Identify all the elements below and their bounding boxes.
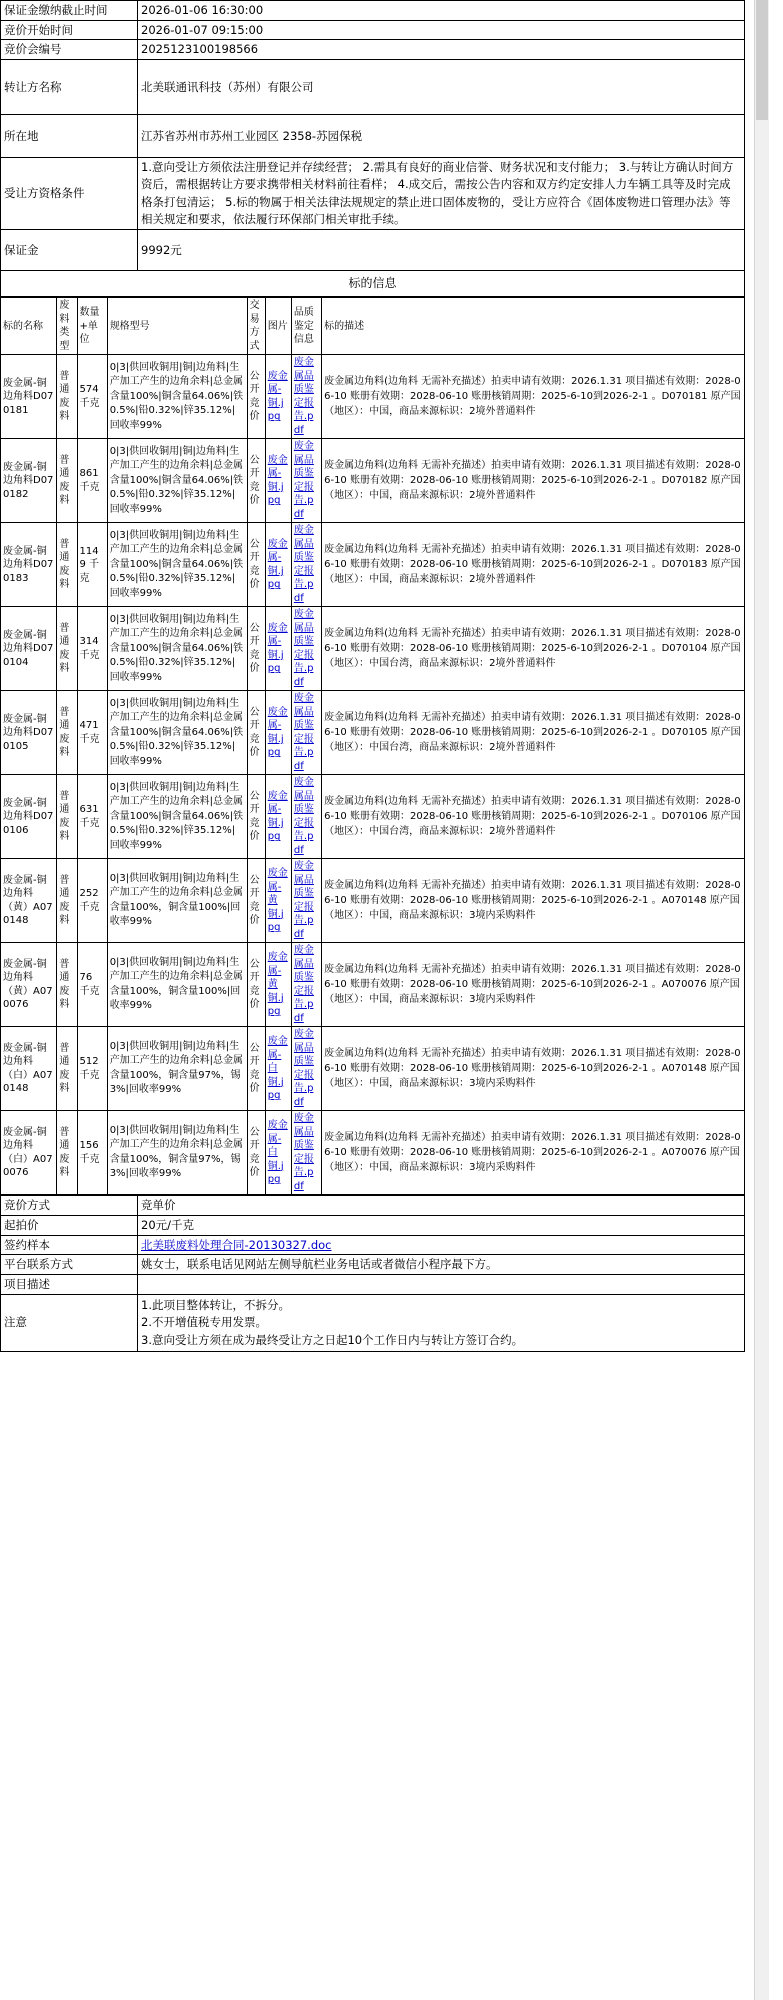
meta-value-deposit: 9992元 <box>138 230 745 271</box>
goods-image-link[interactable]: 废金属-铜.jpg <box>267 790 288 843</box>
goods-spec: 0|3|供回收铜用|铜|边角料|生产加工产生的边角余料|总金属含量100%，铜含量100%|回收率99% <box>107 943 247 1027</box>
col-header-qty-unit: 数量+单位 <box>77 298 107 355</box>
footer-label-contact: 平台联系方式 <box>1 1255 138 1275</box>
goods-qa-report-link[interactable]: 废金属品质鉴定报告.pdf <box>293 609 314 688</box>
goods-image-cell <box>265 859 291 943</box>
goods-qty-unit: 1149 千克 <box>77 523 107 607</box>
table-row <box>1 40 745 60</box>
goods-row <box>1 523 745 607</box>
goods-qa-report-link[interactable]: 废金属品质鉴定报告.pdf <box>293 861 314 940</box>
goods-qty-unit: 314 千克 <box>77 607 107 691</box>
goods-row <box>1 607 745 691</box>
goods-row <box>1 691 745 775</box>
goods-deal-mode: 公开竞价 <box>247 1111 265 1195</box>
goods-image-cell <box>265 355 291 439</box>
goods-image-cell <box>265 439 291 523</box>
notice-item: 3.意向受让方须在成为最终受让方之日起10个工作日内与转让方签订合约。 <box>141 1333 524 1348</box>
table-row <box>1 1196 745 1216</box>
footer-label-start-price: 起拍价 <box>1 1216 138 1236</box>
goods-scrap-type: 普通废料 <box>57 607 77 691</box>
goods-qa-report-link[interactable]: 废金属品质鉴定报告.pdf <box>293 441 314 520</box>
goods-qty-unit: 76 千克 <box>77 943 107 1027</box>
goods-name: 废金属-铜边角料D070182 <box>1 439 57 523</box>
goods-description: 废金属边角料(边角料 无需补充描述）拍卖申请有效期：2026.1.31 项目描述有效期：2028-06-10 账册有效期：2028-06-10 账册核销周期：2025-6-10到2026-2-1 。A070148 原产国（地区）：中国，商品来源标识：3境内采购料件 <box>322 1027 745 1111</box>
goods-deal-mode: 公开竞价 <box>247 1027 265 1111</box>
meta-value-auction-id: 2025123100198566 <box>138 40 745 60</box>
footer-label-bid-mode: 竞价方式 <box>1 1196 138 1216</box>
col-header-scrap-type: 废料类型 <box>57 298 77 355</box>
goods-name: 废金属-铜边角料D070183 <box>1 523 57 607</box>
goods-deal-mode: 公开竞价 <box>247 691 265 775</box>
goods-image-cell <box>265 691 291 775</box>
goods-qa-cell <box>291 943 321 1027</box>
goods-qa-cell <box>291 775 321 859</box>
goods-scrap-type: 普通废料 <box>57 523 77 607</box>
goods-qa-report-link[interactable]: 废金属品质鉴定报告.pdf <box>293 945 314 1024</box>
goods-qa-cell <box>291 607 321 691</box>
goods-name: 废金属-铜边角料D070104 <box>1 607 57 691</box>
goods-name: 废金属-铜边角料D070106 <box>1 775 57 859</box>
footer-value-project-desc <box>138 1275 745 1295</box>
goods-name: 废金属-铜边角料D070105 <box>1 691 57 775</box>
auction-footer-table <box>0 1195 745 1351</box>
meta-value-location: 江苏省苏州市苏州工业园区 2358-苏园保税 <box>138 115 745 158</box>
table-row <box>1 1216 745 1236</box>
goods-scrap-type: 普通废料 <box>57 943 77 1027</box>
meta-value-deposit-deadline: 2026-01-06 16:30:00 <box>138 1 745 21</box>
col-header-spec: 规格型号 <box>107 298 247 355</box>
goods-row <box>1 775 745 859</box>
goods-spec: 0|3|供回收铜用|铜|边角料|生产加工产生的边角余料|总金属含量100%，铜含量97%，锡3%|回收率99% <box>107 1111 247 1195</box>
goods-scrap-type: 普通废料 <box>57 1111 77 1195</box>
goods-spec: 0|3|供回收铜用|铜|边角料|生产加工产生的边角余料|总金属含量100%|铜含量64.06%|铁0.5%|铅0.32%|锌35.12%|回收率99% <box>107 355 247 439</box>
goods-row <box>1 1027 745 1111</box>
goods-image-cell <box>265 1027 291 1111</box>
footer-value-start-price: 20元/千克 <box>138 1216 745 1236</box>
table-row <box>1 20 745 40</box>
goods-description: 废金属边角料(边角料 无需补充描述）拍卖申请有效期：2026.1.31 项目描述有效期：2028-06-10 账册有效期：2028-06-10 账册核销周期：2025-6-10到2026-2-1 。D070105 原产国（地区）：中国台湾，商品来源标识：2境外普通料件 <box>322 691 745 775</box>
col-header-image: 图片 <box>265 298 291 355</box>
goods-qty-unit: 574 千克 <box>77 355 107 439</box>
goods-row <box>1 355 745 439</box>
goods-deal-mode: 公开竞价 <box>247 775 265 859</box>
goods-image-cell <box>265 607 291 691</box>
goods-header-row <box>1 298 745 355</box>
goods-description: 废金属边角料(边角料 无需补充描述）拍卖申请有效期：2026.1.31 项目描述有效期：2028-06-10 账册有效期：2028-06-10 账册核销周期：2025-6-10到2026-2-1 。D070182 原产国（地区）：中国，商品来源标识：2境外普通料件 <box>322 439 745 523</box>
goods-qa-cell <box>291 439 321 523</box>
contract-sample-link[interactable]: 北美联废料处理合同-20130327.doc <box>141 1237 332 1252</box>
goods-row <box>1 859 745 943</box>
table-row <box>1 1235 745 1255</box>
goods-spec: 0|3|供回收铜用|铜|边角料|生产加工产生的边角余料|总金属含量100%|铜含量64.06%|铁0.5%|铅0.32%|锌35.12%|回收率99% <box>107 439 247 523</box>
goods-description: 废金属边角料(边角料 无需补充描述）拍卖申请有效期：2026.1.31 项目描述有效期：2028-06-10 账册有效期：2028-06-10 账册核销周期：2025-6-10到2026-2-1 。A070076 原产国（地区）：中国，商品来源标识：3境内采购料件 <box>322 1111 745 1195</box>
goods-qty-unit: 861 千克 <box>77 439 107 523</box>
goods-qa-report-link[interactable]: 废金属品质鉴定报告.pdf <box>293 777 314 856</box>
goods-name: 废金属-铜边角料（白）A070076 <box>1 1111 57 1195</box>
footer-value-contact: 姚女士，联系电话见网站左侧导航栏业务电话或者微信小程序最下方。 <box>138 1255 745 1275</box>
footer-value-bid-mode: 竞单价 <box>138 1196 745 1216</box>
table-row <box>1 115 745 158</box>
goods-qa-cell <box>291 355 321 439</box>
goods-image-link[interactable]: 废金属-白铜.jpg <box>267 1036 288 1102</box>
notice-item: 2.不开增值税专用发票。 <box>141 1315 267 1330</box>
meta-label-deposit-deadline: 保证金缴纳截止时间 <box>1 1 138 21</box>
col-header-qa-info: 品质鉴定信息 <box>291 298 321 355</box>
goods-image-link[interactable]: 废金属-铜.jpg <box>267 622 288 675</box>
goods-row <box>1 943 745 1027</box>
goods-qty-unit: 156 千克 <box>77 1111 107 1195</box>
goods-qa-cell <box>291 859 321 943</box>
goods-qty-unit: 471 千克 <box>77 691 107 775</box>
col-header-deal-mode: 交易方式 <box>247 298 265 355</box>
scrollbar-thumb[interactable] <box>756 0 768 120</box>
goods-scrap-type: 普通废料 <box>57 439 77 523</box>
goods-deal-mode: 公开竞价 <box>247 523 265 607</box>
footer-label-contract-sample: 签约样本 <box>1 1235 138 1255</box>
goods-scrap-type: 普通废料 <box>57 691 77 775</box>
goods-deal-mode: 公开竞价 <box>247 859 265 943</box>
goods-spec: 0|3|供回收铜用|铜|边角料|生产加工产生的边角余料|总金属含量100%，铜含量97%，锡3%|回收率99% <box>107 1027 247 1111</box>
goods-scrap-type: 普通废料 <box>57 859 77 943</box>
goods-qa-cell <box>291 1027 321 1111</box>
goods-name: 废金属-铜边角料（白）A070148 <box>1 1027 57 1111</box>
table-row <box>1 158 745 230</box>
goods-image-cell <box>265 523 291 607</box>
goods-image-link[interactable]: 废金属-铜.jpg <box>267 454 288 507</box>
goods-image-link[interactable]: 废金属-黄铜.jpg <box>267 952 288 1018</box>
table-row <box>1 60 745 115</box>
auction-meta-table <box>0 0 745 297</box>
notice-item: 1.此项目整体转让，不拆分。 <box>141 1297 290 1312</box>
goods-qa-report-link[interactable]: 废金属品质鉴定报告.pdf <box>293 1029 314 1108</box>
goods-deal-mode: 公开竞价 <box>247 607 265 691</box>
goods-spec: 0|3|供回收铜用|铜|边角料|生产加工产生的边角余料|总金属含量100%，铜含量100%|回收率99% <box>107 859 247 943</box>
table-row <box>1 271 745 297</box>
goods-qa-report-link[interactable]: 废金属品质鉴定报告.pdf <box>293 1113 314 1192</box>
goods-spec: 0|3|供回收铜用|铜|边角料|生产加工产生的边角余料|总金属含量100%|铜含量64.06%|铁0.5%|铅0.32%|锌35.12%|回收率99% <box>107 607 247 691</box>
footer-label-project-desc: 项目描述 <box>1 1275 138 1295</box>
goods-row <box>1 439 745 523</box>
goods-scrap-type: 普通废料 <box>57 1027 77 1111</box>
goods-deal-mode: 公开竞价 <box>247 439 265 523</box>
goods-qty-unit: 252 千克 <box>77 859 107 943</box>
table-row <box>1 1255 745 1275</box>
goods-qa-cell <box>291 523 321 607</box>
goods-image-link[interactable]: 废金属-铜.jpg <box>267 706 288 759</box>
goods-scrap-type: 普通废料 <box>57 775 77 859</box>
goods-row <box>1 1111 745 1195</box>
meta-label-deposit: 保证金 <box>1 230 138 271</box>
goods-table <box>0 297 745 1195</box>
goods-description: 废金属边角料(边角料 无需补充描述）拍卖申请有效期：2026.1.31 项目描述有效期：2028-06-10 账册有效期：2028-06-10 账册核销周期：2025-6-10到2026-2-1 。D070106 原产国（地区）：中国台湾，商品来源标识：2境外普通料件 <box>322 775 745 859</box>
goods-spec: 0|3|供回收铜用|铜|边角料|生产加工产生的边角余料|总金属含量100%|铜含量64.06%|铁0.5%|铅0.32%|锌35.12%|回收率99% <box>107 523 247 607</box>
goods-description: 废金属边角料(边角料 无需补充描述）拍卖申请有效期：2026.1.31 项目描述有效期：2028-06-10 账册有效期：2028-06-10 账册核销周期：2025-6-10到2026-2-1 。D070181 原产国（地区）：中国，商品来源标识：2境外普通料件 <box>322 355 745 439</box>
goods-spec: 0|3|供回收铜用|铜|边角料|生产加工产生的边角余料|总金属含量100%|铜含量64.06%|铁0.5%|铅0.32%|锌35.12%|回收率99% <box>107 691 247 775</box>
goods-deal-mode: 公开竞价 <box>247 355 265 439</box>
goods-image-link[interactable]: 废金属-铜.jpg <box>267 538 288 591</box>
meta-value-qualification: 1.意向受让方须依法注册登记并存续经营； 2.需具有良好的商业信誉、财务状况和支付能力； 3.与转让方确认时间方资后，需根据转让方要求携带相关材料前往看样； 4.成交后，需按公告内容和双方约定安排人力车辆工具等及时完成格条打包清运； 5.标的物属于相关法律法规规定的禁止进口固体废物的，受让方应符合《固体废物进口管理办法》等相关规定和要求，依法履行环保部门相关审批手续。 <box>138 158 745 230</box>
goods-scrap-type: 普通废料 <box>57 355 77 439</box>
goods-qa-cell <box>291 1111 321 1195</box>
goods-name: 废金属-铜边角料（黄）A070148 <box>1 859 57 943</box>
goods-qa-cell <box>291 691 321 775</box>
goods-spec: 0|3|供回收铜用|铜|边角料|生产加工产生的边角余料|总金属含量100%|铜含量64.06%|铁0.5%|铅0.32%|锌35.12%|回收率99% <box>107 775 247 859</box>
goods-name: 废金属-铜边角料D070181 <box>1 355 57 439</box>
goods-qa-report-link[interactable]: 废金属品质鉴定报告.pdf <box>293 357 314 436</box>
vertical-scrollbar[interactable] <box>754 0 769 2000</box>
col-header-name: 标的名称 <box>1 298 57 355</box>
table-row <box>1 1 745 21</box>
goods-image-link[interactable]: 废金属-铜.jpg <box>267 370 288 423</box>
meta-label-bid-start-time: 竞价开始时间 <box>1 20 138 40</box>
goods-name: 废金属-铜边角料（黄）A070076 <box>1 943 57 1027</box>
table-row <box>1 1294 745 1351</box>
goods-section-title: 标的信息 <box>1 271 745 297</box>
goods-qa-report-link[interactable]: 废金属品质鉴定报告.pdf <box>293 693 314 772</box>
goods-description: 废金属边角料(边角料 无需补充描述）拍卖申请有效期：2026.1.31 项目描述有效期：2028-06-10 账册有效期：2028-06-10 账册核销周期：2025-6-10到2026-2-1 。D070104 原产国（地区）：中国台湾，商品来源标识：2境外普通料件 <box>322 607 745 691</box>
meta-label-auction-id: 竞价会编号 <box>1 40 138 60</box>
goods-qa-report-link[interactable]: 废金属品质鉴定报告.pdf <box>293 525 314 604</box>
col-header-description: 标的描述 <box>322 298 745 355</box>
footer-value-contract-sample <box>138 1235 745 1255</box>
goods-qty-unit: 631 千克 <box>77 775 107 859</box>
meta-label-location: 所在地 <box>1 115 138 158</box>
goods-description: 废金属边角料(边角料 无需补充描述）拍卖申请有效期：2026.1.31 项目描述有效期：2028-06-10 账册有效期：2028-06-10 账册核销周期：2025-6-10到2026-2-1 。A070148 原产国（地区）：中国，商品来源标识：3境内采购料件 <box>322 859 745 943</box>
table-row <box>1 1275 745 1295</box>
footer-label-notice: 注意 <box>1 1294 138 1351</box>
meta-value-transferor-name: 北美联通讯科技（苏州）有限公司 <box>138 60 745 115</box>
meta-label-qualification: 受让方资格条件 <box>1 158 138 230</box>
table-row <box>1 230 745 271</box>
goods-deal-mode: 公开竞价 <box>247 943 265 1027</box>
goods-qty-unit: 512 千克 <box>77 1027 107 1111</box>
meta-label-transferor-name: 转让方名称 <box>1 60 138 115</box>
goods-description: 废金属边角料(边角料 无需补充描述）拍卖申请有效期：2026.1.31 项目描述有效期：2028-06-10 账册有效期：2028-06-10 账册核销周期：2025-6-10到2026-2-1 。A070076 原产国（地区）：中国，商品来源标识：3境内采购料件 <box>322 943 745 1027</box>
goods-description: 废金属边角料(边角料 无需补充描述）拍卖申请有效期：2026.1.31 项目描述有效期：2028-06-10 账册有效期：2028-06-10 账册核销周期：2025-6-10到2026-2-1 。D070183 原产国（地区）：中国，商品来源标识：2境外普通料件 <box>322 523 745 607</box>
goods-image-link[interactable]: 废金属-黄铜.jpg <box>267 868 288 934</box>
goods-image-cell <box>265 1111 291 1195</box>
goods-image-cell <box>265 943 291 1027</box>
goods-image-link[interactable]: 废金属-白铜.jpg <box>267 1120 288 1186</box>
meta-value-bid-start-time: 2026-01-07 09:15:00 <box>138 20 745 40</box>
footer-value-notice <box>138 1294 745 1351</box>
goods-image-cell <box>265 775 291 859</box>
